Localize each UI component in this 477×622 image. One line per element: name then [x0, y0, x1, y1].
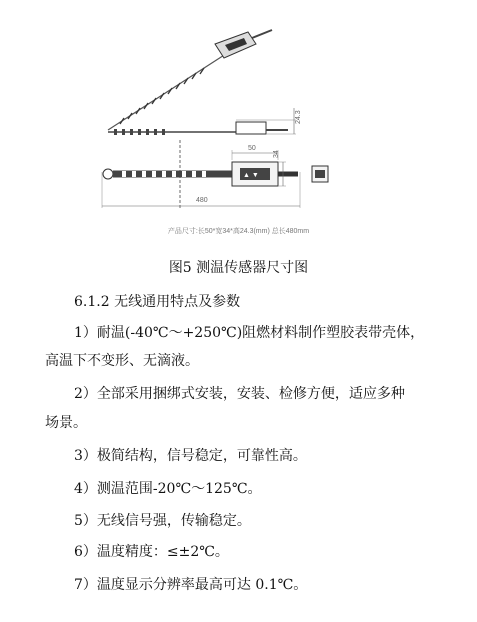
top-view — [102, 145, 328, 208]
dim-height: 24.3 — [295, 110, 302, 124]
list-item: 2）全部采用捆绑式安装，安装、检修方便，适应多种 — [74, 386, 405, 402]
section-heading: 6.1.2 无线通用特点及参数 — [74, 294, 241, 310]
list-item: 6）温度精度：≤±2℃。 — [74, 544, 229, 560]
list-item: 1）耐温(-40℃～+250℃)阻燃材料制作塑胶表带壳体， — [74, 325, 425, 341]
list-item: 5）无线信号强，传输稳定。 — [74, 513, 251, 529]
product-size-note: 产品尺寸:长50*宽34*高24.3(mm) 总长480mm — [167, 228, 310, 235]
svg-text:▲ ▼: ▲ ▼ — [243, 172, 259, 179]
sensor-dimension-drawing — [0, 0, 477, 250]
list-item: 场景。 — [45, 415, 87, 431]
figure-title: 图5 测温传感器尺寸图 — [168, 260, 309, 276]
list-item: 7）温度显示分辨率最高可达 0.1℃。 — [74, 577, 308, 593]
list-item: 3）极简结构，信号稳定，可靠性高。 — [74, 448, 307, 464]
list-item: 4）测温范围-20℃～125℃。 — [74, 481, 262, 497]
list-item: 高温下不变形、无滴液。 — [45, 353, 199, 369]
dim-width: 50 — [248, 145, 256, 152]
dim-depth: 34 — [273, 150, 280, 158]
dim-length: 480 — [196, 197, 208, 204]
